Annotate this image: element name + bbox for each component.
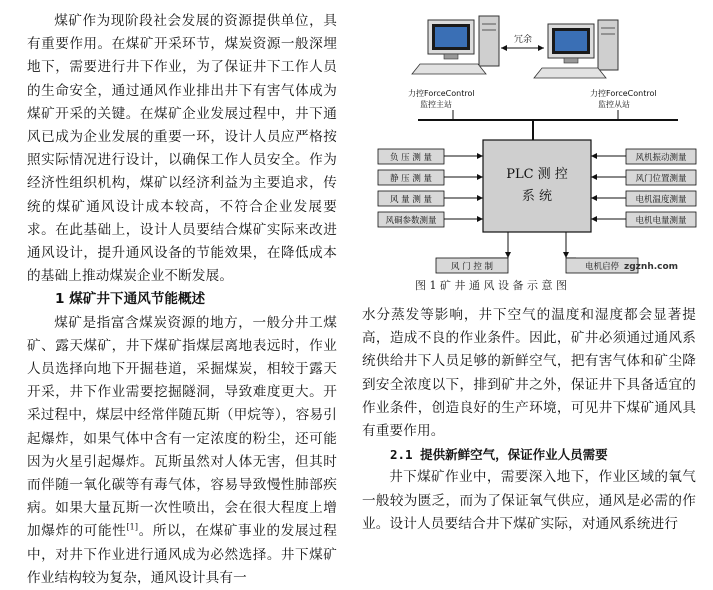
slave-label-line2: 监控从站	[598, 100, 630, 109]
slave-computer-icon	[534, 20, 618, 78]
left-sensor-group	[378, 149, 483, 227]
bottom-box-right: 电机启停	[584, 262, 620, 272]
paragraph-overview-tail: 。所以，在煤矿事业的发展过程中，对井下作业进行通风成为必然选择。井下煤矿作业结构较为复杂，通风设计具有一	[27, 523, 337, 586]
plc-box	[483, 140, 591, 232]
right-box-1: 风门位置测量	[635, 174, 687, 184]
paragraph-overview-main: 煤矿是指富含煤炭资源的地方，一般分井工煤矿、露天煤矿，井下煤矿指煤层离地表远时，作业人员选择向地下开掘巷道，采掘煤炭，相较于露天开采，井下作业需要挖掘隧洞，导致难度更大。开采过程中，煤层中经常伴随瓦斯（甲烷等），容易引起爆炸，如果气体中含有一定浓度的粉尘，还可能因为火星引起爆炸。瓦斯虽然对人体无害，但其时而伴随一氧化碳等有毒气体，容易导致慢性肺部疾病。如果大量瓦斯一次性喷出，会在很大程度上增加爆炸的可能性	[27, 314, 337, 540]
left-box-2: 风 量 测 量	[389, 195, 433, 205]
figure-caption: 图 1 矿 井 通 风 设 备 示 意 图	[415, 279, 567, 292]
section-heading-1: 1 煤矿井下通风节能概述	[55, 291, 206, 308]
right-box-2: 电机温度测量	[635, 195, 687, 205]
citation-ref: [1]	[126, 522, 139, 532]
slave-label-line1: 力控ForceControl	[590, 89, 657, 98]
paragraph-overview	[27, 312, 337, 590]
left-column	[27, 10, 337, 590]
plc-title-line2: 系 统	[521, 189, 553, 204]
bottom-box-left: 风 门 控 制	[450, 262, 494, 272]
watermark-text: zgznh.com	[624, 262, 679, 272]
plc-title-line1: PLC 测 控	[506, 167, 568, 182]
section-heading-2-1: 2.1 提供新鲜空气，保证作业人员需要	[390, 447, 608, 463]
paragraph-continuation: 水分蒸发等影响，井下空气的温度和湿度都会显著提高，造成不良的作业条件。因此，矿井必须通过通风系统供给井下人员足够的新鲜空气，把有害气体和矿尘降到安全浓度以下，排到矿井之外，保证井下具备适宜的作业条件，创造良好的生产环境，可见井下煤矿通风具有重要作用。	[362, 307, 696, 440]
redundancy-label: 冗余	[513, 35, 533, 45]
right-box-3: 电机电量测量	[635, 216, 687, 226]
left-box-1: 静 压 测 量	[389, 174, 433, 184]
paragraph-intro: 煤矿作为现阶段社会发展的资源提供单位，具有重要作用。在煤矿开采环节，煤炭资源一般深埋地下，需要进行井下作业，为了保证井下工作人员的生命安全，通过通风作业排出井下有害气体成为煤矿开采的关键。在煤矿企业发展过程中，井下通风已成为企业发展的重要一环，设计人员应严格按照实际情况进行设计，以确保工作人员安全。作为经济性组织机构，煤矿以经济利益为主要追求，传统的煤矿通风设计成本较高，不符合企业发展要求。在此基础上，设计人员要结合煤矿实际来改进通风设计，提升通风设备的节能效果，在降低成本的基础上推动煤炭企业不断发展。	[27, 13, 337, 285]
right-sensor-group	[591, 149, 696, 227]
master-label-line2: 监控主站	[420, 100, 452, 109]
paragraph-fresh-air: 井下煤矿作业中，需要深入地下，作业区域的氧气一般较为匮乏，而为了保证氧气供应，通风是必需的作业。设计人员要结合井下煤矿实际，对通风系统进行	[362, 469, 696, 532]
mine-ventilation-diagram	[358, 0, 713, 305]
left-box-3: 风硐参数测量	[385, 216, 437, 226]
right-box-0: 风机振动测量	[635, 153, 687, 163]
right-column	[362, 304, 696, 536]
master-computer-icon	[412, 16, 499, 74]
master-label-line1: 力控ForceControl	[408, 89, 475, 98]
left-box-0: 负 压 测 量	[389, 153, 433, 163]
